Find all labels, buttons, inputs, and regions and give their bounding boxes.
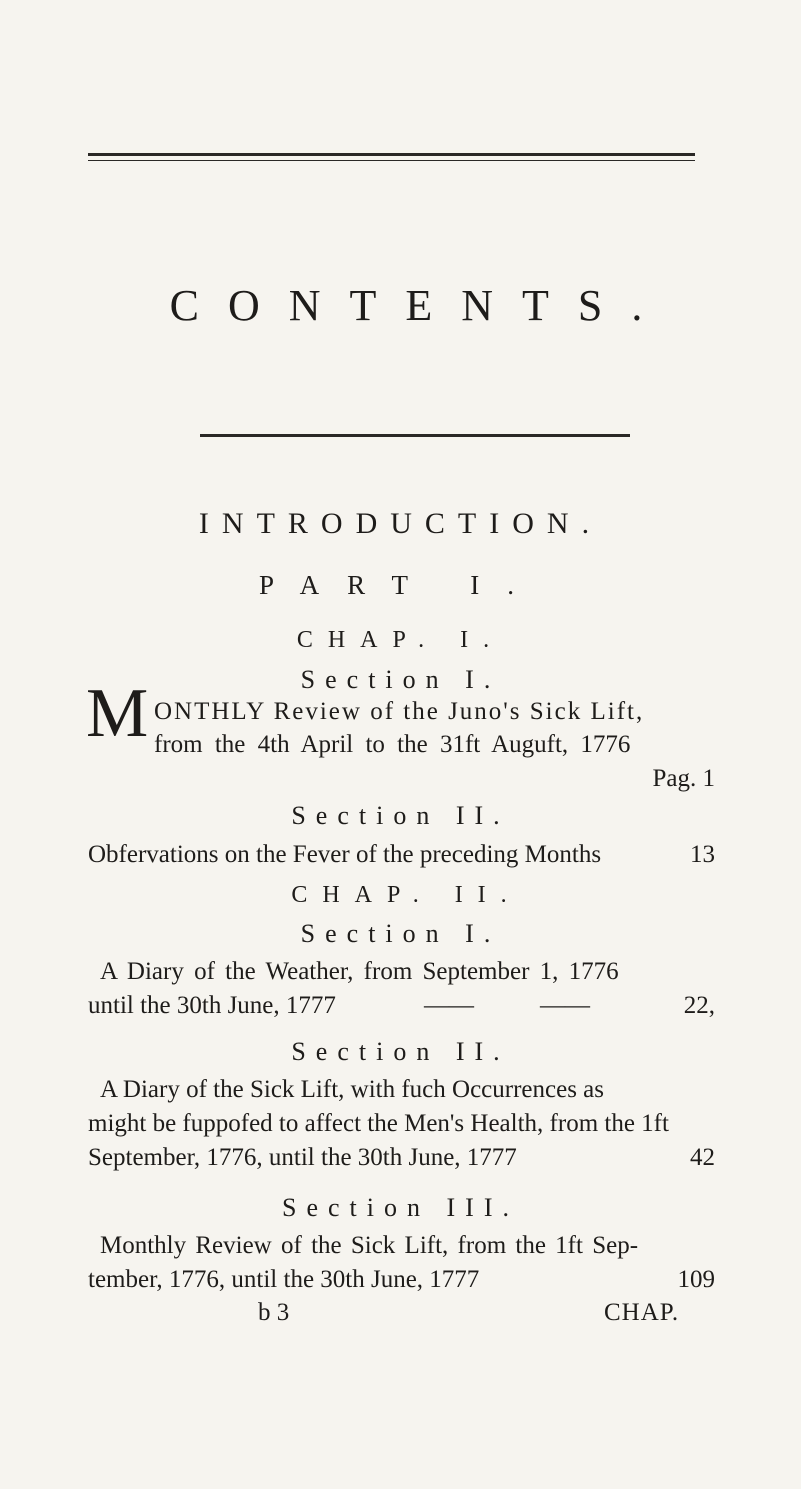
- introduction-heading: INTRODUCTION.: [198, 507, 603, 540]
- entry-diary-sick-list-line-3: September, 1776, until the 30th June, 1777: [88, 1144, 517, 1171]
- entry-monthly-sick-list-line-2: tember, 1776, until the 30th June, 1777: [88, 1266, 480, 1293]
- chap-2-section-1-heading: Section I.: [300, 919, 501, 948]
- top-rule-thick: [88, 153, 695, 156]
- page-ref-42: 42: [690, 1144, 715, 1171]
- dash-1: ——: [424, 992, 474, 1019]
- entry-monthly-sick-list-line-1: Monthly Review of the Sick Lift, from the 1ft Sep-: [100, 1232, 639, 1259]
- chap-2-section-2-heading: Section II.: [291, 1037, 510, 1066]
- entry-monthly-review-line-1: ONTHLY Review of the Juno's Sick Lift,: [154, 698, 645, 725]
- page-ref-pag-1: Pag. 1: [652, 765, 715, 792]
- top-rule-thin: [88, 160, 695, 161]
- entry-diary-weather-line-1: A Diary of the Weather, from September 1, 1776: [100, 958, 619, 985]
- middle-rule: [200, 434, 630, 437]
- dash-2: ——: [540, 992, 590, 1019]
- page-ref-22: 22,: [683, 992, 715, 1019]
- entry-diary-weather-line-2: until the 30th June, 1777: [88, 992, 336, 1019]
- chap-1-heading: CHAP. I.: [296, 627, 505, 653]
- entry-diary-sick-list-line-2: might be fuppofed to affect the Men's Health, from the 1ft: [88, 1110, 669, 1137]
- chap-2-section-3-heading: Section III.: [282, 1193, 519, 1222]
- page-title: CONTENTS.: [169, 281, 672, 330]
- entry-observations: Obfervations on the Fever of the preceding Months: [88, 841, 602, 868]
- page-ref-109: 109: [677, 1266, 715, 1293]
- chap-2-heading: CHAP. II.: [291, 882, 522, 908]
- entry-diary-sick-list-line-1: A Diary of the Sick Lift, with fuch Occurrences as: [100, 1076, 605, 1103]
- signature-mark: b 3: [258, 1299, 290, 1326]
- entry-monthly-review-line-2: from the 4th April to the 31ft Auguft, 1776: [154, 731, 631, 758]
- catchword: CHAP.: [604, 1299, 680, 1326]
- drop-cap: M: [86, 675, 149, 752]
- part-heading: PART I.: [259, 570, 542, 600]
- chap-1-section-2-heading: Section II.: [291, 801, 510, 830]
- chap-1-section-1-heading: Section I.: [300, 665, 501, 694]
- page-ref-13: 13: [690, 841, 715, 868]
